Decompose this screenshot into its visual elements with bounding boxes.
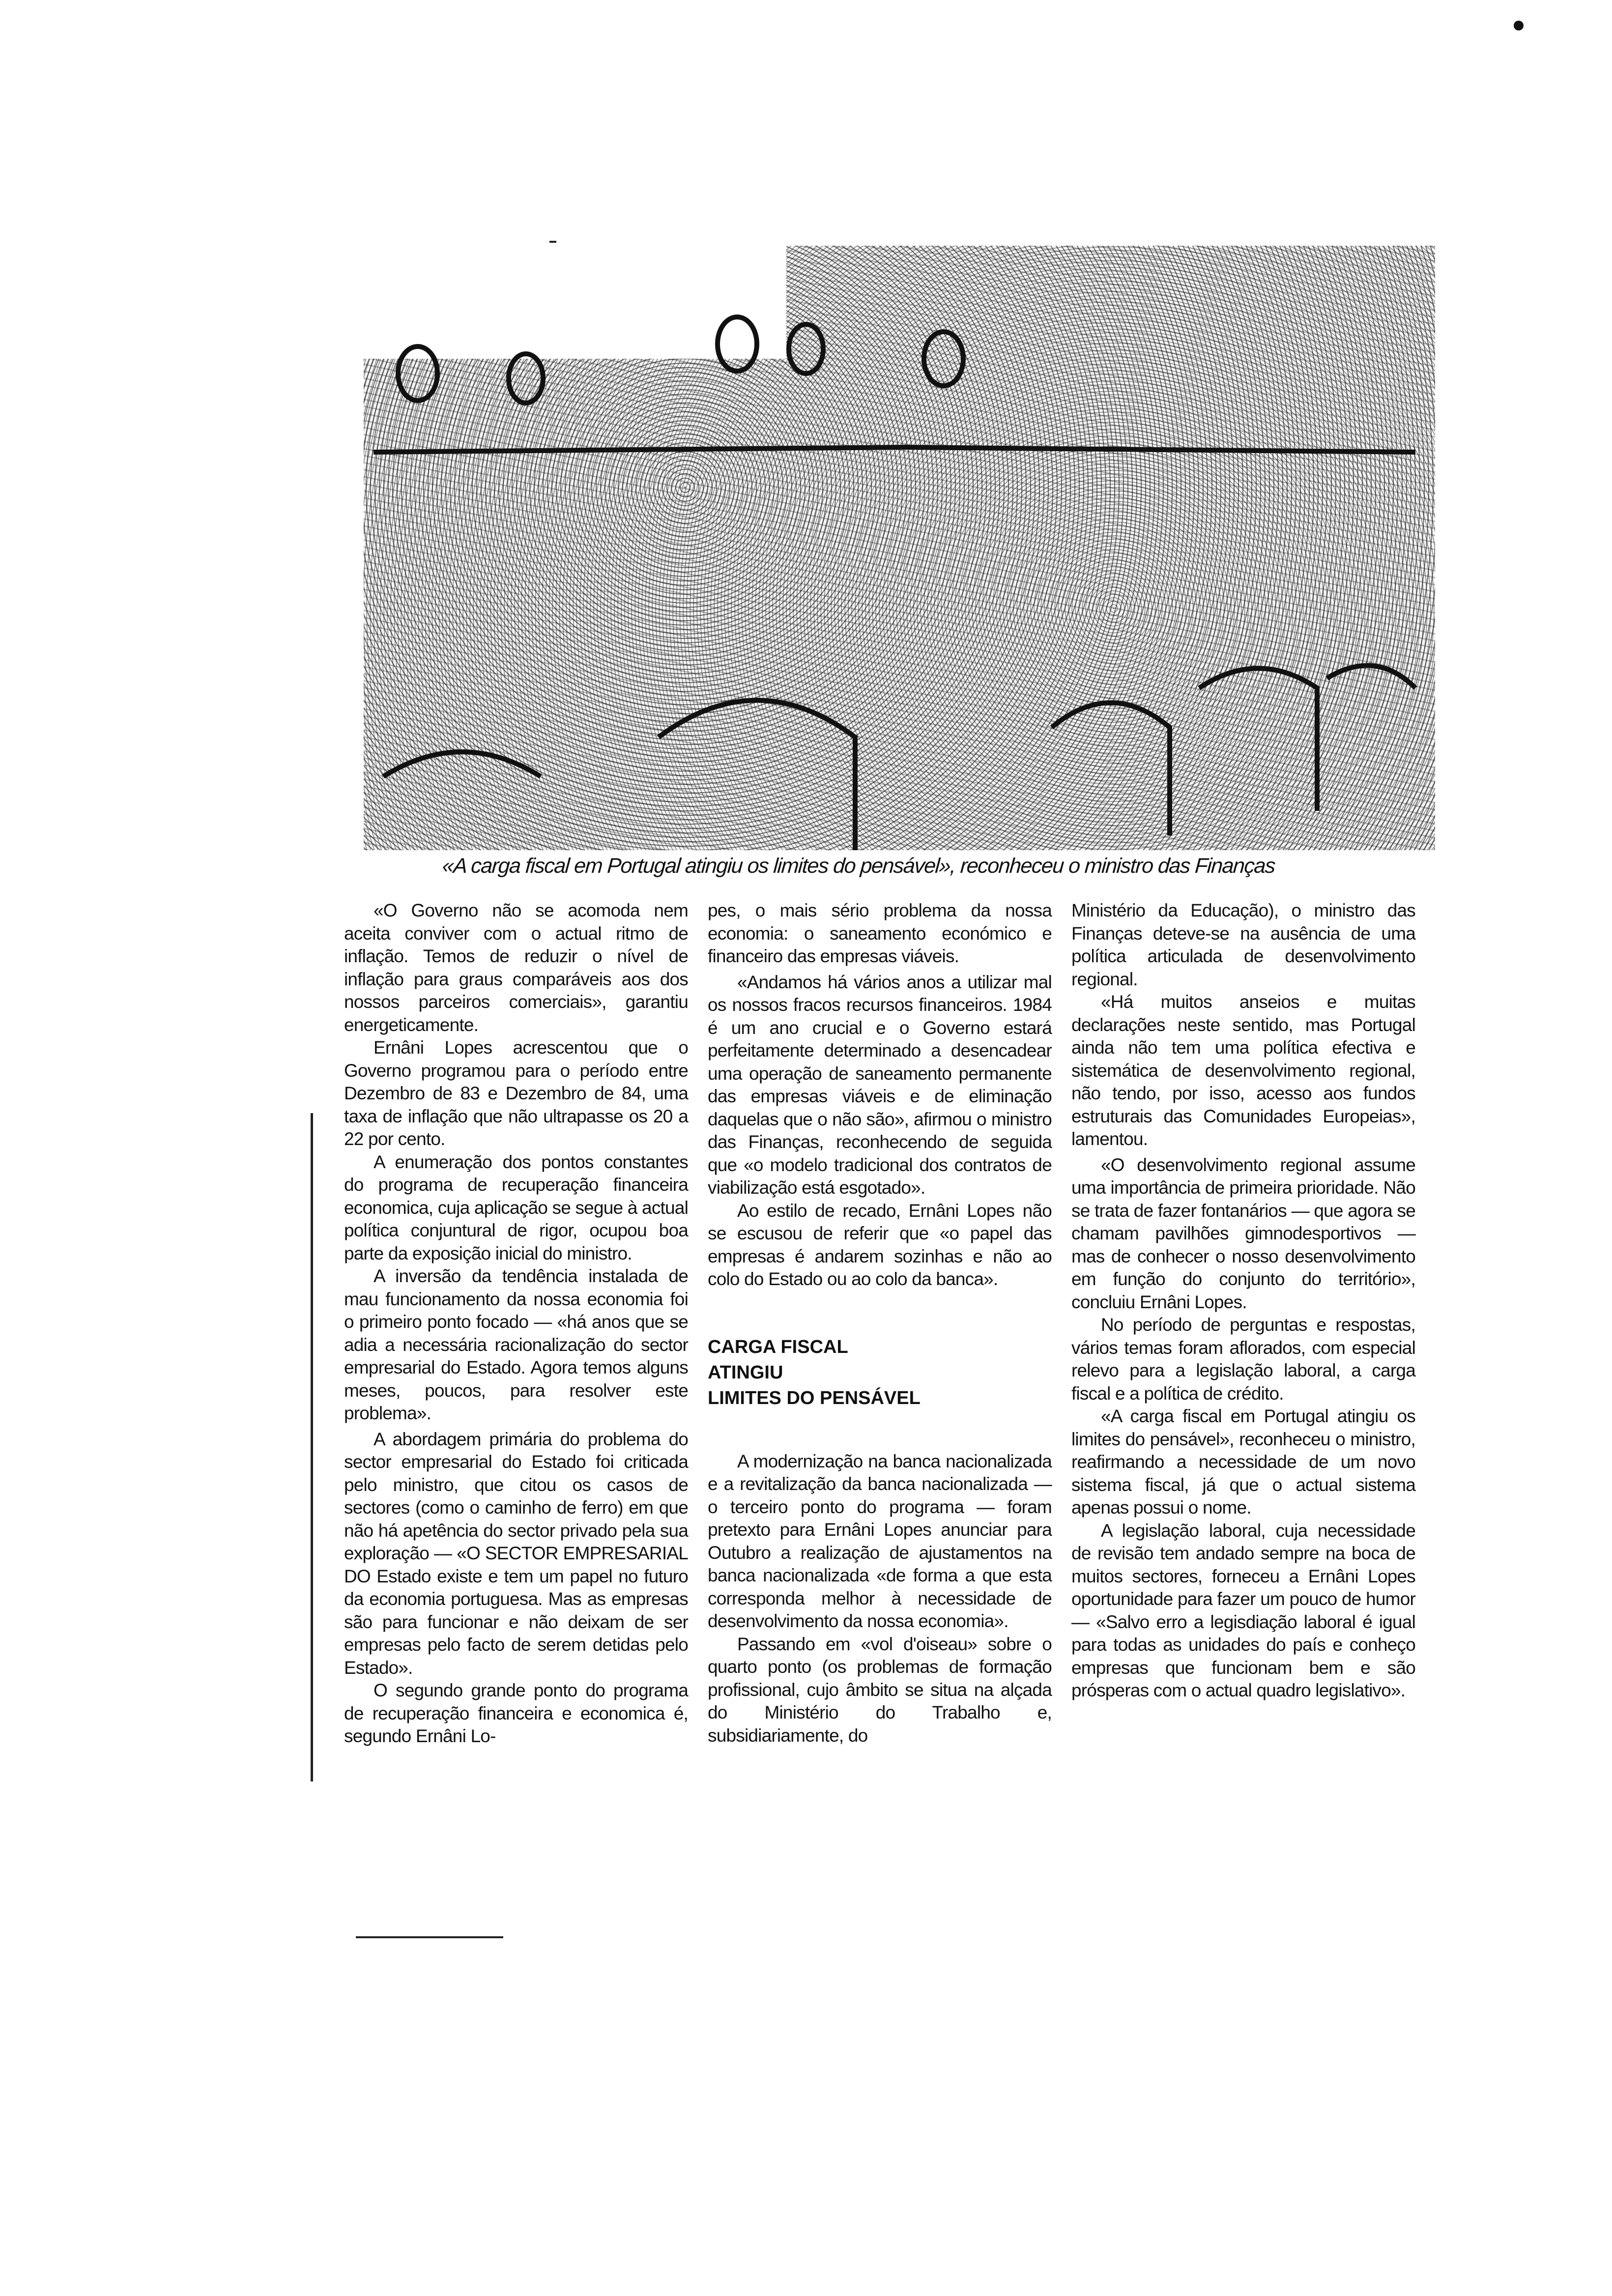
paragraph: A enumeração dos pontos constantes do programa de recuperação financeira economica, cuja aplicação se segue à actual política conjuntural de rigor, ocupou boa parte da exposição inicial do ministro. — [344, 1151, 688, 1263]
scan-mark — [549, 241, 556, 243]
scan-speck — [1514, 21, 1524, 30]
heading-line: ATINGIU — [708, 1362, 783, 1383]
paragraph: Ernâni Lopes acrescentou que o Governo programou para o período entre Dezembro de 83 e Dezembro de 84, uma taxa de inflação que não ultrapasse os 20 a 22 por cento. — [344, 1037, 688, 1149]
margin-bar — [311, 1113, 313, 1781]
paragraph: O segundo grande ponto do programa de recuperação financeira e economica é, segundo Ernâni Lo- — [344, 1680, 688, 1746]
heading-line: LIMITES DO PENSÁVEL — [708, 1387, 921, 1408]
paragraph: A legislação laboral, cuja necessidade de revisão tem andado sempre na boca de muitos sectores, forneceu a Ernâni Lopes oportunidade para fazer um pouco de humor — «Salvo erro a legisdiação laboral é igual para todas as unidades do país e conheço empresas que funcionam bem e são prósperas com o actual quadro legislativo». — [1071, 1520, 1415, 1700]
article-column-2 — [708, 899, 1052, 1747]
photo-caption: «A carga fiscal em Portugal atingiu os limites do pensável», reconheceu o ministro das Finanças — [441, 854, 1276, 878]
paragraph: «O desenvolvimento regional assume uma importância de primeira prioridade. Não se trata de fazer fontanários — que agora se chamam pavilhões gimnodesportivos — mas de conhecer o nosso desenvolvimento em função do conjunto do território», concluiu Ernâni Lopes. — [1071, 1154, 1415, 1312]
paragraph: «Há muitos anseios e muitas declarações neste sentido, mas Portugal ainda não tem uma política efectiva e sistemática de desenvolvimento regional, não tendo, por isso, acesso aos fundos estruturais das Comunidades Europeias», lamentou. — [1071, 992, 1415, 1149]
paragraph: «Andamos há vários anos a utilizar mal os nossos fracos recursos financeiros. 1984 é um ano crucial e o Governo estará perfeitamente determinado a desencadear uma operação de saneamento permanente das empresas viáveis e de eliminação daquelas que o não são», afirmou o ministro das Finanças, reconhecendo de seguida que «o modelo tradicional dos contratos de viabilização está esgotado». — [708, 972, 1052, 1198]
paragraph: Ao estilo de recado, Ernâni Lopes não se escusou de referir que «o papel das empresas é andarem sozinhas e não ao colo do Estado ou ao colo da banca». — [708, 1200, 1052, 1289]
paragraph: No período de perguntas e respostas, vários temas foram aflorados, com especial relevo para a legislação laboral, a carga fiscal e a política de crédito. — [1071, 1315, 1415, 1404]
article-column-3 — [1071, 899, 1415, 1702]
paragraph: pes, o mais sério problema da nossa economia: o saneamento económico e financeiro das empresas viáveis. — [708, 900, 1052, 966]
article-column-1 — [344, 899, 688, 1748]
paragraph: A modernização na banca nacionalizada e a revitalização da banca nacionalizada — o terceiro ponto do programa — foram pretexto para Ernâni Lopes anunciar para Outubro a realização de ajustamentos na banca nacionalizada «de forma a que esta corresponda melhor à necessidade de desenvolvimento da nossa economia». — [708, 1451, 1052, 1631]
paragraph: «O Governo não se acomoda nem aceita conviver com o actual ritmo de inflação. Temos de reduzir o nível de inflação para graus comparáveis aos dos nossos parceiros comerciais», garantiu energeticamente. — [344, 900, 688, 1035]
paragraph: A abordagem primária do problema do sector empresarial do Estado foi criticada pelo ministro, que citou os casos de sectores (como o caminho de ferro) em que não há apetência do sector privado pela sua exploração — «O SECTOR EMPRESARIAL DO Estado existe e tem um papel no futuro da economia portuguesa. Mas as empresas são para funcionar e não deixam de ser empresas pelo facto de serem detidas pelo Estado». — [344, 1429, 688, 1678]
photo-figures — [364, 246, 1435, 850]
heading-line: CARGA FISCAL — [708, 1336, 848, 1357]
paragraph: A inversão da tendência instalada de mau funcionamento da nossa economia foi o primeiro ponto focado — «há anos que se adia a necessária racionalização do sector empresarial do Estado. Agora temos alguns meses, poucos, para resolver este problema». — [344, 1266, 688, 1423]
paragraph: Ministério da Educação), o ministro das Finanças deteve-se na ausência de uma política articulada de desenvolvimento regional. — [1071, 900, 1415, 989]
section-heading — [708, 1334, 1052, 1411]
paragraph: Passando em «vol d'oiseau» sobre o quarto ponto (os problemas de formação profissional, cujo âmbito se situa na alçada do Ministério do Trabalho e, subsidiariamente, do — [708, 1634, 1052, 1746]
paragraph: «A carga fiscal em Portugal atingiu os limites do pensável», reconheceu o ministro, reafirmando a necessidade de um novo sistema fiscal, já que o actual sistema apenas possui o nome. — [1071, 1406, 1415, 1518]
news-photo — [364, 246, 1435, 850]
end-rule — [356, 1936, 503, 1938]
